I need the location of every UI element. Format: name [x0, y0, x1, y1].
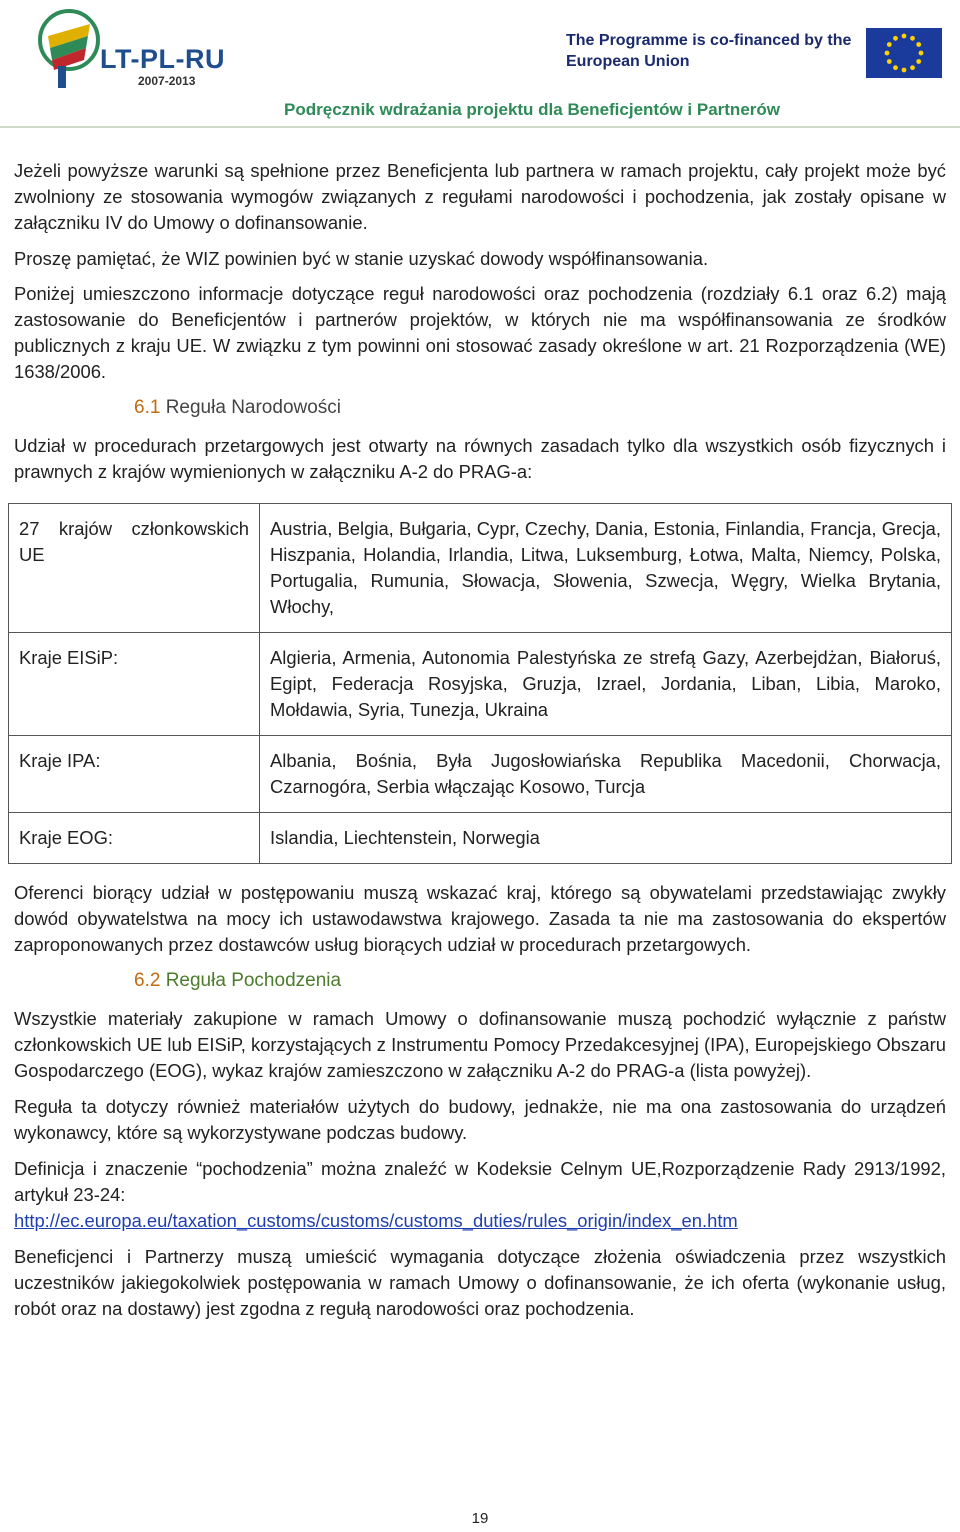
paragraph-materials: Wszystkie materiały zakupione w ramach Umowy o dofinansowanie muszą pochodzić wyłącznie z państw członkowskich UE lub EISiP, korzystających z Instrumentu Pomocy Przedakcesyjnej (IPA), Europejskiego Obszaru Gospodarczego (EOG), wykaz krajów zamieszczono w załączniku A-2 do PRAG-a (lista powyżej). [14, 1008, 946, 1081]
paragraph-bidders: Oferenci biorący udział w postępowaniu muszą wskazać kraj, którego są obywatelami przedstawiając zwykły dowód obywatelstwa na mocy ich ustawodawstwa krajowego. Zasada ta nie ma zastosowania do ekspertów zaproponowanych przez dostawców usług biorących udział w procedurach przetargowych. [14, 882, 946, 955]
country-group-cell: 27 krajów członkowskich UE [9, 504, 260, 633]
paragraph-wiz: Proszę pamiętać, że WIZ powinien być w stanie uzyskać dowody współfinansowania. [14, 248, 709, 269]
section-title: Reguła Pochodzenia [165, 970, 342, 991]
eligible-countries-table [8, 503, 952, 864]
paragraph-exemption: Jeżeli powyższe warunki są spełnione przez Beneficjenta lub partnera w ramach projektu, cały projekt może być zwolniony ze stosowania wymogów związanych z regułami narodowości i pochodzenia, jak zostały opisane w załączniku IV do Umowy o dofinansowanie. [14, 160, 946, 233]
country-group-cell: Kraje EOG: [9, 813, 260, 864]
countries-cell: Albania, Bośnia, Była Jugosłowiańska Republika Macedonii, Chorwacja, Czarnogóra, Serbia włączając Kosowo, Turcja [260, 736, 952, 813]
section-heading-origin [134, 968, 946, 994]
logo-years: 2007-2013 [138, 74, 196, 88]
countries-cell: Austria, Belgia, Bułgaria, Cypr, Czechy, Dania, Estonia, Finlandia, Francja, Grecja, Hiszpania, Holandia, Irlandia, Litwa, Luksemburg, Łotwa, Malta, Niemcy, Polska, Portugalia, Rumunia, Słowacja, Słowenia, Szwecja, Węgry, Wielka Brytania, Włochy, [260, 504, 952, 633]
countries-cell: Algieria, Armenia, Autonomia Palestyńska ze strefą Gazy, Azerbejdżan, Białoruś, Egipt, Federacja Rosyjska, Gruzja, Izrael, Jordania, Liban, Libia, Maroko, Mołdawia, Syria, Tunezja, Ukraina [260, 633, 952, 736]
table-row [9, 813, 952, 864]
section-heading-nationality [134, 395, 946, 421]
programme-logo-icon [38, 6, 100, 90]
country-group-cell: Kraje EISiP: [9, 633, 260, 736]
table-row [9, 504, 952, 633]
page-number: 19 [471, 1510, 489, 1527]
paragraph-construction: Reguła ta dotyczy również materiałów użytych do budowy, jednakże, nie ma ona zastosowania do urządzeń wykonawcy, które są wykorzystywane podczas budowy. [14, 1096, 946, 1143]
section-number: 6.1 [134, 397, 161, 418]
paragraph-declaration: Beneficjenci i Partnerzy muszą umieścić wymagania dotyczące złożenia oświadczenia przez wszystkich uczestników jakiegokolwiek postępowania w ramach Umowy o dofinansowanie, że ich oferta (wykonanie usług, robót oraz na dostawy) jest zgodna z regułą narodowości oraz pochodzenia. [14, 1246, 946, 1319]
table-row [9, 633, 952, 736]
paragraph-rules-intro: Poniżej umieszczono informacje dotyczące reguł narodowości oraz pochodzenia (rozdziały 6.1 oraz 6.2) mają zastosowanie do Beneficjentów i partnerów projektów, w których nie ma współfinansowania ze środków publicznych z kraju UE. W związku z tym powinni oni stosować zasady określone w art. 21 Rozporządzenia (WE) 1638/2006. [14, 283, 946, 382]
cofinance-line-1: The Programme is co-financed by the [566, 32, 852, 49]
page-header [0, 0, 960, 130]
cofinance-statement [566, 30, 856, 72]
country-group-cell: Kraje IPA: [9, 736, 260, 813]
page-content [14, 158, 946, 1332]
table-row [9, 736, 952, 813]
paragraph-participation: Udział w procedurach przetargowych jest otwarty na równych zasadach tylko dla wszystkich osób fizycznych i prawnych z krajów wymienionych w załączniku A-2 do PRAG-a: [14, 435, 946, 482]
section-number: 6.2 [134, 970, 161, 991]
document-title: Podręcznik wdrażania projektu dla Beneficjentów i Partnerów [284, 100, 780, 119]
eu-flag-icon [866, 28, 942, 78]
paragraph-definition: Definicja i znaczenie “pochodzenia” można znaleźć w Kodeksie Celnym UE,Rozporządzenie Rady 2913/1992, artykuł 23-24: [14, 1158, 946, 1205]
header-divider [0, 126, 960, 128]
section-title: Reguła Narodowości [165, 397, 342, 418]
logo-text: LT-PL-RU [100, 44, 225, 74]
countries-cell: Islandia, Liechtenstein, Norwegia [260, 813, 952, 864]
customs-rules-link[interactable]: http://ec.europa.eu/taxation_customs/customs/customs_duties/rules_origin/index_en.htm [14, 1210, 738, 1231]
cofinance-line-2: European Union [566, 53, 690, 70]
